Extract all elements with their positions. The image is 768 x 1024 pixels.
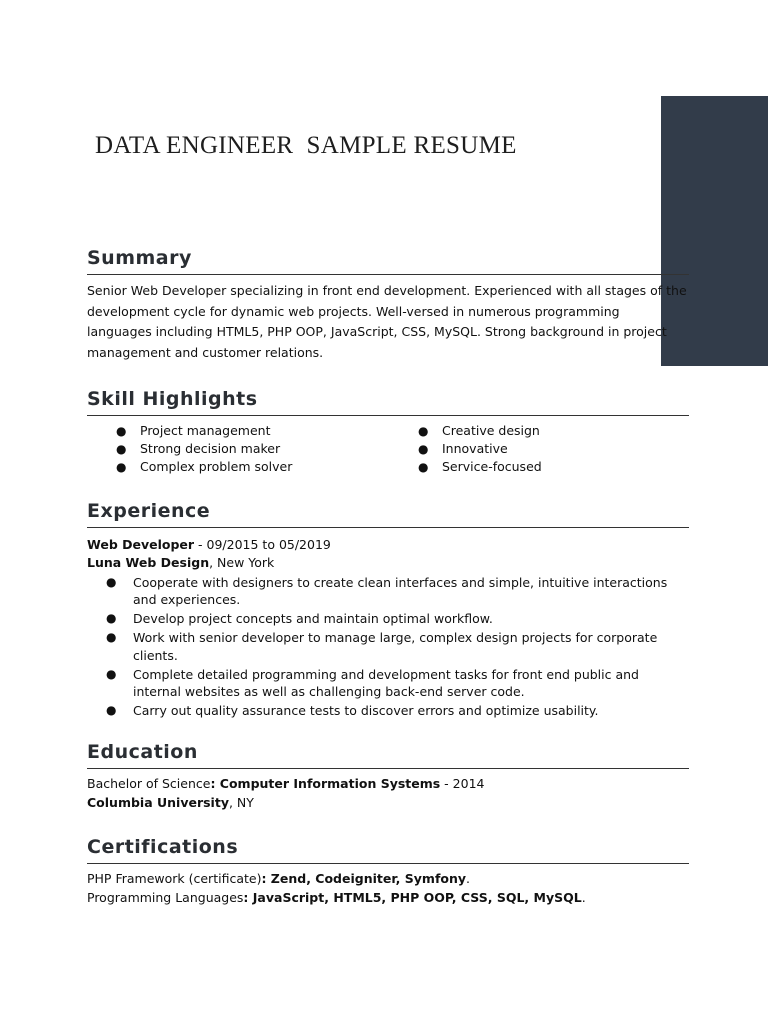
cert-line: Programming Languages: JavaScript, HTML5, PHP OOP, CSS, SQL, MySQL. [87,889,586,905]
company-line [87,554,689,573]
certifications-section [87,835,689,907]
experience-body [87,536,689,720]
bullet-icon: ● [106,574,117,589]
bullet-icon: ● [418,424,429,438]
cert-line: PHP Framework (certificate): Zend, Codeigniter, Symfony. [87,871,471,886]
degree-year: - 2014 [440,776,485,791]
school-name: Columbia University [87,794,229,810]
duty-item: ● Work with senior developer to manage large, complex design projects for corporate clients. [106,630,658,663]
summary-text [87,281,687,363]
bullet-icon: ● [418,460,429,474]
bullet-icon: ● [418,442,429,456]
school-location: , NY [228,794,254,810]
skills-heading: Skill Highlights [87,387,689,416]
summary-line: Senior Web Developer specializing in front end development. Experienced with all stages of the [87,283,687,298]
bullet-icon: ● [116,460,127,474]
certifications-heading: Certifications [87,835,689,864]
bullet-icon: ● [106,703,117,717]
summary-line: development cycle for dynamic web projects. Well-versed in numerous programming [87,303,620,319]
summary-section [87,246,689,363]
duty-item: ● Cooperate with designers to create clean interfaces and simple, intuitive interactions and experiences. [106,574,668,607]
job-role: Web Developer [87,537,195,552]
summary-heading: Summary [87,246,689,275]
education-section [87,740,689,812]
company-location: , New York [209,555,275,570]
degree-line [87,775,689,794]
duty-item: ● Carry out quality assurance tests to discover errors and optimize usability. [106,703,599,718]
skill-item: ● Strong decision maker [116,441,281,456]
duties-list [87,574,689,720]
duty-item: ● Develop project concepts and maintain optimal workflow. [106,611,493,626]
bullet-icon: ● [106,611,117,625]
experience-section [87,499,689,721]
certifications-body [87,870,689,907]
summary-line: management and customer relations. [87,344,324,360]
job-dates: - 09/2015 to 05/2019 [194,537,331,552]
job-title-line [87,536,689,554]
degree-label: Bachelor of Science [87,776,211,791]
skill-item: ● Project management [116,423,271,438]
bullet-icon: ● [116,442,127,456]
skill-item: ● Complex problem solver [116,459,293,474]
skill-item: ● Service-focused [418,459,542,474]
skills-section [87,387,689,476]
bullet-icon: ● [106,666,117,681]
company-name: Luna Web Design [87,555,210,570]
skill-item: ● Innovative [418,441,508,456]
resume-title: DATA ENGINEER SAMPLE RESUME [95,132,517,159]
education-heading: Education [87,740,689,769]
bullet-icon: ● [116,424,127,438]
summary-line: languages including HTML5, PHP OOP, JavaScript, CSS, MySQL. Strong background in project [87,324,667,339]
skill-item: ● Creative design [418,423,540,438]
education-body [87,775,689,812]
skills-list [87,422,689,476]
school-line [87,794,689,813]
degree-field: : Computer Information Systems [210,776,441,791]
experience-heading: Experience [87,499,689,528]
bullet-icon: ● [106,630,117,644]
duty-item: ● Complete detailed programming and development tasks for front end public and internal websites as well as challenging back-end server code. [106,666,639,699]
